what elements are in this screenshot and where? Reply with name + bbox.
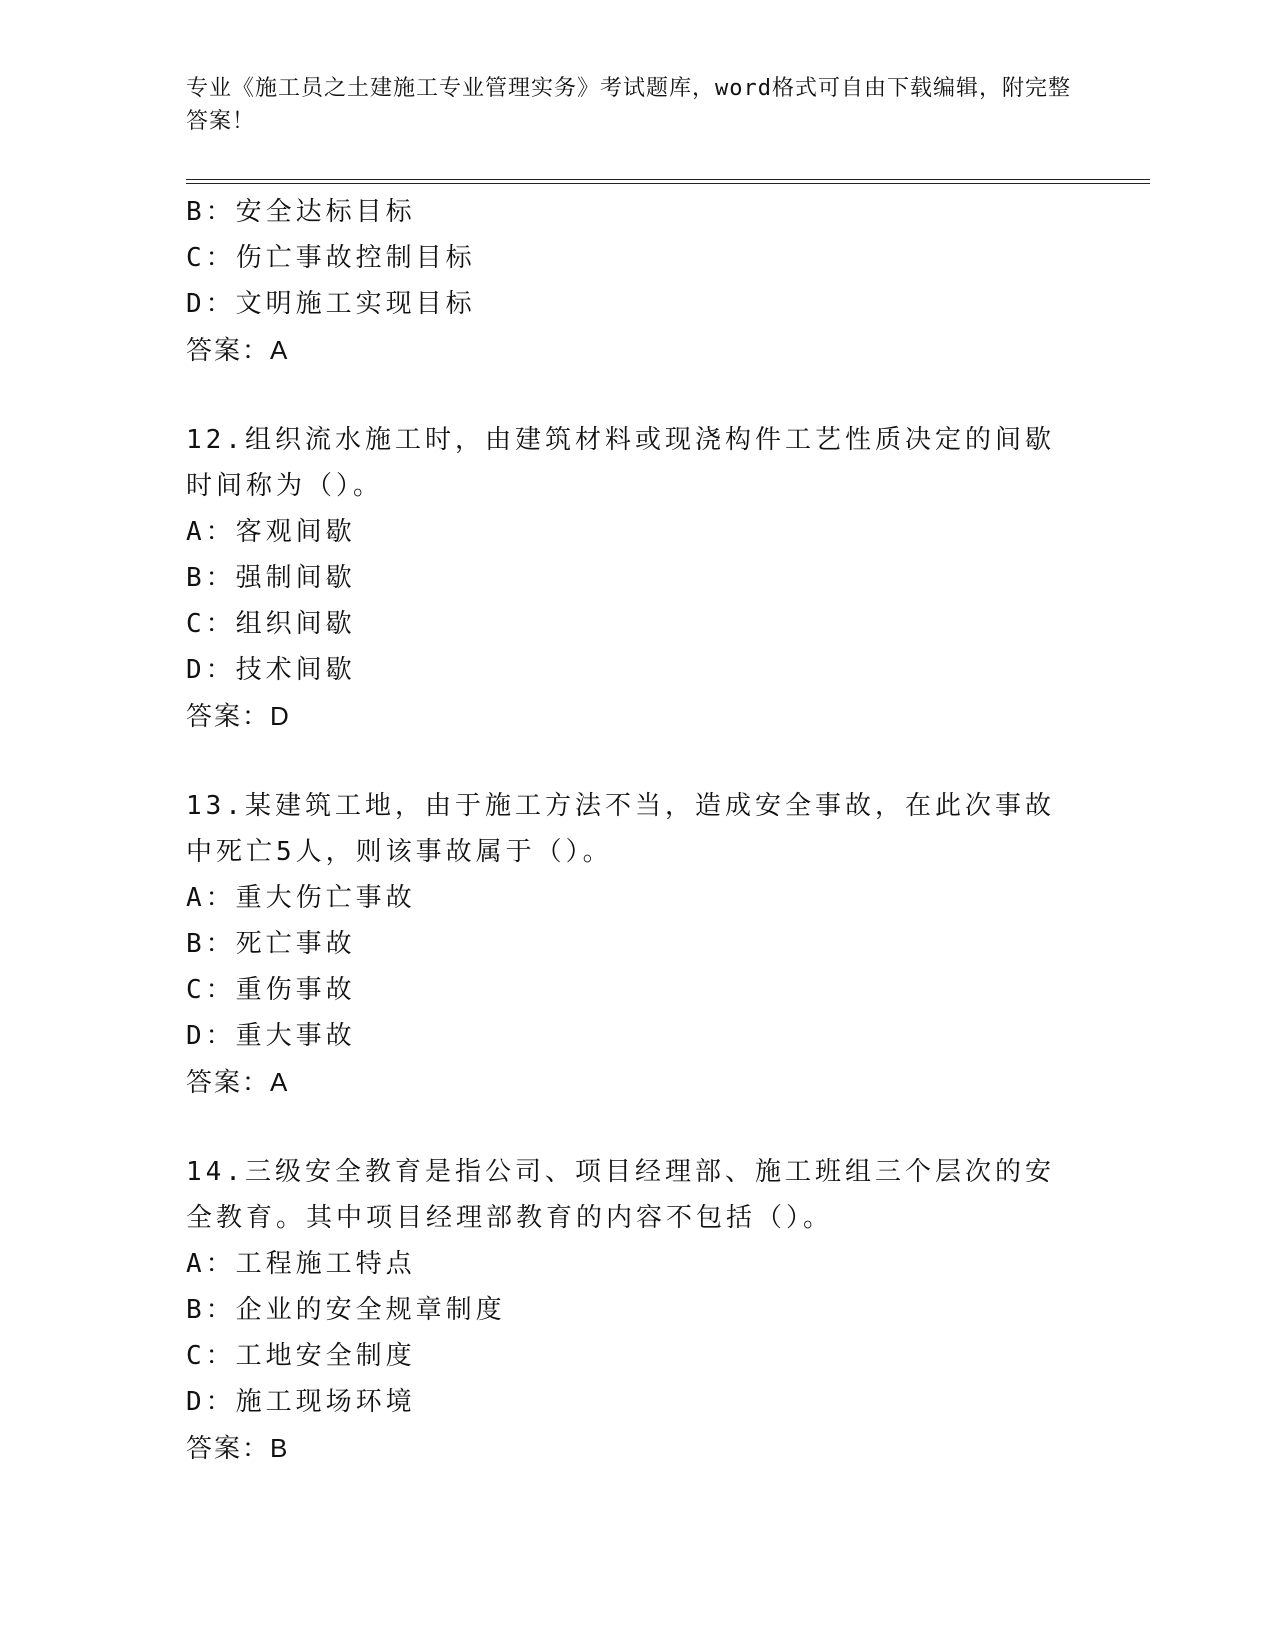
header-divider-bottom xyxy=(186,183,1150,184)
question-12 xyxy=(186,417,1076,739)
option-a: A：客观间歇 xyxy=(186,517,356,547)
question-13 xyxy=(186,783,1076,1105)
document-body xyxy=(186,189,1076,1471)
option-d: D：文明施工实现目标 xyxy=(186,289,476,319)
option-c: C：重伤事故 xyxy=(186,975,356,1005)
spacer xyxy=(186,739,1076,783)
question-14 xyxy=(186,1149,1076,1471)
option-a: A：工程施工特点 xyxy=(186,1249,416,1279)
answer-line: 答案：A xyxy=(186,335,290,365)
header-divider-top xyxy=(186,179,1150,180)
option-b: B：企业的安全规章制度 xyxy=(186,1295,506,1325)
option-d: D：重大事故 xyxy=(186,1021,356,1051)
question-stem: 12.组织流水施工时，由建筑材料或现浇构件工艺性质决定的间歇时间称为（）。 xyxy=(186,425,1055,501)
question-stem: 13.某建筑工地，由于施工方法不当，造成安全事故，在此次事故中死亡5人，则该事故属于（）。 xyxy=(186,791,1055,867)
option-a: A：重大伤亡事故 xyxy=(186,883,416,913)
option-c: C：伤亡事故控制目标 xyxy=(186,243,476,273)
spacer xyxy=(186,373,1076,417)
option-d: D：技术间歇 xyxy=(186,655,356,685)
answer-line: 答案：A xyxy=(186,1067,290,1097)
answer-line: 答案：D xyxy=(186,701,291,731)
option-b: B：强制间歇 xyxy=(186,563,356,593)
option-d: D：施工现场环境 xyxy=(186,1387,416,1417)
answer-line: 答案：B xyxy=(186,1433,290,1463)
question-stem: 14.三级安全教育是指公司、项目经理部、施工班组三个层次的安全教育。其中项目经理部教育的内容不包括（）。 xyxy=(186,1157,1055,1233)
option-b: B：死亡事故 xyxy=(186,929,356,959)
option-c: C：组织间歇 xyxy=(186,609,356,639)
spacer xyxy=(186,1105,1076,1149)
question-11-tail xyxy=(186,189,1076,373)
option-c: C：工地安全制度 xyxy=(186,1341,416,1371)
document-header: 专业《施工员之土建施工专业管理实务》考试题库，word格式可自由下载编辑，附完整答案！ xyxy=(186,76,1071,134)
option-b: B：安全达标目标 xyxy=(186,197,416,227)
